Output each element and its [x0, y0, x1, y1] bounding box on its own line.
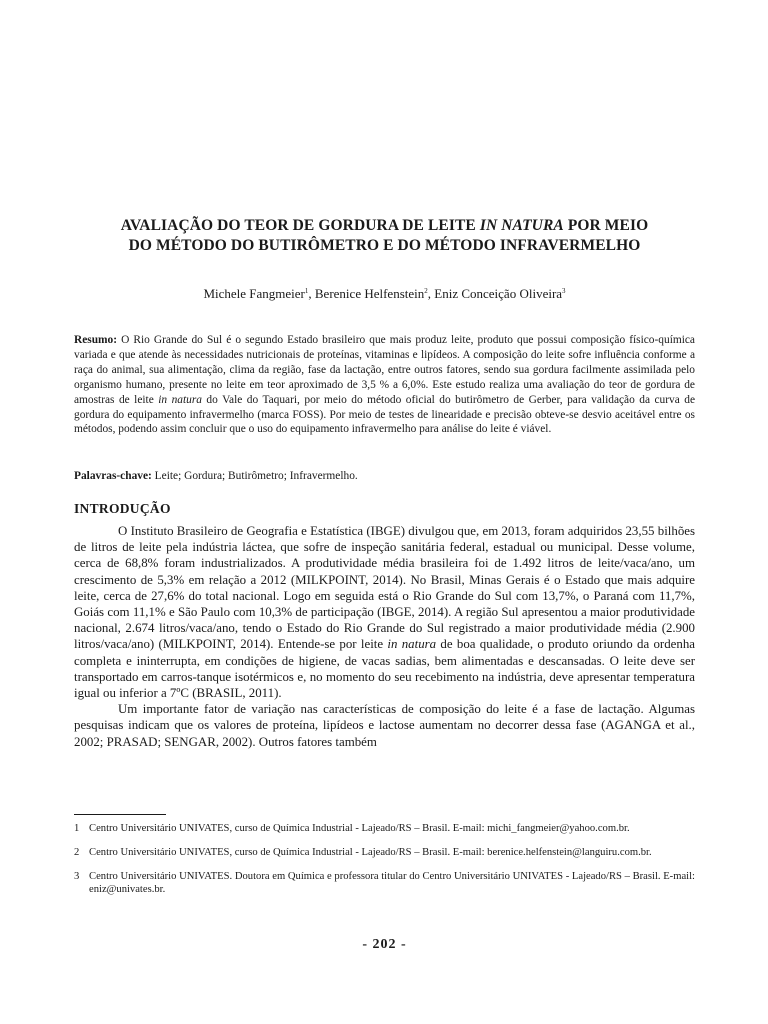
- abstract-text-a: O Rio Grande do Sul é o segundo Estado brasileiro que mais produz leite, produto que possui composição físico-química variada e que atende às necessidades nutricionais de proteínas, vitaminas e lipídeos. A composição do leite sofre influência conforme a raça do animal, sua alimentação, clima da região, fase da lactação, entre outros fatores, sendo sua gordura facilmente assimilada pelo organismo humano, presente no leite em teor aproximado de 3,5 % a 6,0%. Este estudo realiza uma avaliação do teor de gordura de amostras de leite: [74, 334, 695, 406]
- footnote-divider: [74, 814, 166, 815]
- footnote-3: [74, 870, 695, 898]
- paper-title: [74, 216, 695, 256]
- author-3: Eniz Conceição Oliveira$^3$: [434, 286, 566, 301]
- page-number: - 202 -: [362, 937, 407, 952]
- title-line-2: DO MÉTODO DO BUTIRÔMETRO E DO MÉTODO INFRAVERMELHO: [128, 237, 641, 254]
- title-italic-term: IN NATURA: [479, 217, 564, 234]
- author-1-affiliation-marker: 1: [304, 287, 309, 295]
- paragraph-1: O Instituto Brasileiro de Geografia e Estatística (IBGE) divulgou que, em 2013, foram adquiridos 23,55 bilhões de litros de leite pela indústria láctea, que sofre de inspeção sanitária federal, estadual ou municipal. Desse volume, cerca de 68,8% foram industrializados. A produtividade média brasileira foi de 1.492 litros de leite/vaca/ano, um crescimento de 5,3% em relação a 2012 (MILKPOINT, 2014). No Brasil, Minas Gerais é o Estado que mais adquire leite, cerca de 27,6% do total nacional. Logo em seguida está o Rio Grande do Sul com 13,7%, o Paraná com 11,7%, Goiás com 11,1% e São Paulo com 10,3% de participação (IBGE, 2014). A região Sul apresentou a maior produtividade nacional, 2.674 litros/vaca/ano, tendo o Estado do Rio Grande do Sul registrado a maior produtividade média (2.900 litros/vaca/ano) (MILKPOINT, 2014). Entende-se por leite in natura de boa qualidade, o produto oriundo da ordenha completa e ininterrupta, em condições de higiene, de vacas sadias, bem alimentadas e descansadas. O leite deve ser transportado em carros-tanque isotérmicos e, no momento do seu recebimento na indústria, deve apresentar temperatura igual ou inferior a 7ºC (BRASIL, 2011).: [74, 524, 695, 701]
- footnote-text: Centro Universitário UNIVATES. Doutora em Química e professora titular do Centro Universitário UNIVATES - Lajeado/RS – Brasil. E-mail: eniz@univates.br.: [89, 870, 695, 896]
- footnote-1: [74, 822, 695, 836]
- footnote-number: 3: [74, 870, 80, 882]
- footnote-2: [74, 846, 695, 860]
- author-2-affiliation-marker: 2: [424, 287, 428, 295]
- paragraph-1-italic-term: in natura: [387, 637, 437, 652]
- abstract-italic-term: in natura: [158, 393, 202, 406]
- title-line-1: AVALIAÇÃO DO TEOR DE GORDURA DE LEITE IN NATURA POR MEIO: [120, 217, 649, 234]
- keywords: [74, 469, 695, 484]
- author-3-affiliation-marker: 3: [562, 287, 566, 295]
- section-heading-introducao: INTRODUÇÃO: [74, 501, 171, 516]
- author-1: Michele Fangmeier$^1$: [203, 286, 309, 301]
- author-2: Berenice Helfenstein$^2$: [314, 286, 428, 301]
- author-list: Michele Fangmeier$^1$, Berenice Helfenstein$^2$, Eniz Conceição Oliveira$^3$: [203, 286, 566, 301]
- abstract: [74, 333, 695, 437]
- abstract-text-b: do Vale do Taquari, por meio do método oficial do butirômetro de Gerber, para validação da curva de gordura do equipamento infravermelho (marca FOSS). Por meio de testes de linearidade e precisão obteve-se desvio aceitável entre os métodos, podendo assim concluir que o uso do equipamento infravermelho para análise do leite é viável.: [74, 393, 696, 436]
- introduction-body: [74, 523, 695, 750]
- footnote-number: 1: [74, 823, 80, 834]
- footnote-text: Centro Universitário UNIVATES, curso de Química Industrial - Lajeado/RS – Brasil. E-mail: berenice.helfenstein@languiru.com.br.: [89, 846, 652, 858]
- abstract-label: Resumo:: [74, 334, 118, 346]
- footnotes: [74, 822, 695, 907]
- footnote-number: 2: [74, 846, 80, 858]
- paper-page: [74, 0, 695, 1024]
- keywords-label: Palavras-chave:: [74, 470, 152, 482]
- keywords-text: Leite; Gordura; Butirômetro; Infravermelho.: [151, 470, 358, 482]
- footnote-text: Centro Universitário UNIVATES, curso de Química Industrial - Lajeado/RS – Brasil. E-mail: michi_fangmeier@yahoo.com.br.: [89, 823, 630, 834]
- paragraph-2: Um importante fator de variação nas características de composição do leite é a fase de lactação. Algumas pesquisas indicam que os valores de proteína, lipídeos e lactose aumentam no decorrer dessa fase (AGANGA et al., 2002; PRASAD; SENGAR, 2002). Outros fatores também: [74, 702, 695, 749]
